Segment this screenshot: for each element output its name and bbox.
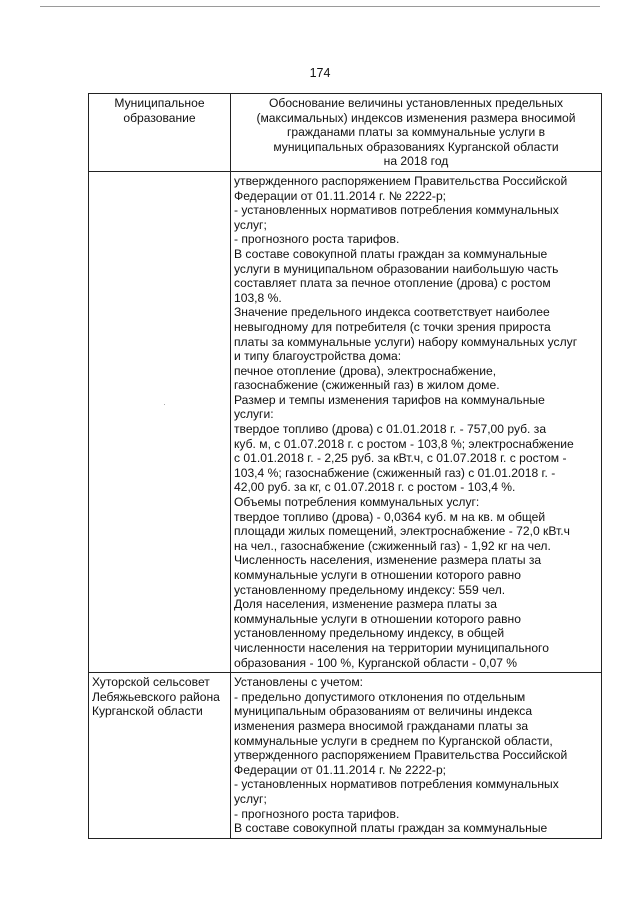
text-line: коммунальные услуги в отношении которого равно: [234, 611, 521, 626]
text-line: образования - 100 %, Курганской области - 0,07 %: [234, 655, 518, 670]
municipality-cell: [89, 673, 231, 839]
text-line: - предельно допустимого отклонения по отдельным: [234, 689, 526, 704]
table-row: [89, 673, 602, 839]
text-line: - установленных нормативов потребления коммунальных: [234, 203, 559, 218]
text-line: коммунальные услуги в отношении которого равно: [234, 568, 521, 582]
text-line: - прогнозного роста тарифов.: [234, 232, 400, 247]
text-line: твердое топливо (дрова) с 01.01.2018 г. - 757,00 руб. за: [234, 422, 547, 437]
header-line: Обоснование величины установленных предельных: [268, 96, 564, 110]
text-line: Численность населения, изменение размера платы за: [234, 553, 542, 568]
text-line: с 01.01.2018 г. - 2,25 руб. за кВт.ч, с 01.07.2018 г. с ростом -: [234, 451, 567, 466]
text-line: Лебяжьевского района: [92, 689, 220, 704]
header-line: (максимальных) индексов изменения размера вносимой: [256, 110, 576, 125]
header-justification: [231, 94, 602, 172]
text-line: Курганской области: [92, 704, 203, 719]
text-line: 42,00 руб. за кг, с 01.07.2018 г. с ростом - 103,4 %.: [234, 480, 516, 495]
text-line: численности населения на территории муниципального: [234, 640, 549, 655]
justification-cell: [231, 673, 602, 839]
text-line: услуг;: [234, 217, 267, 232]
text-line: печное отопление (дрова), электроснабжение,: [234, 363, 497, 378]
header-line: гражданами платы за коммунальные услуги в: [286, 125, 546, 140]
text-line: изменения размера вносимой гражданами платы за: [234, 718, 529, 733]
text-line: услуги в муниципальном образовании наибольшую часть: [234, 261, 559, 276]
text-line: В составе совокупной платы граждан за коммунальные: [234, 246, 548, 261]
text-line: твердое топливо (дрова) - 0,0364 куб. м на кв. м общей: [234, 509, 546, 524]
text-line: установленному предельному индексу, в общей: [234, 626, 505, 641]
text-line: утвержденного распоряжением Правительства Российской: [234, 748, 568, 763]
justification-cell: [231, 171, 602, 672]
scan-edge-mark: [40, 6, 600, 7]
table-row: [89, 171, 602, 672]
text-line: на чел., газоснабжение (сжиженный газ) - 1,92 кг на чел.: [234, 538, 551, 553]
header-line: муниципальных образованиях Курганской области: [273, 139, 559, 154]
text-line: 103,8 %.: [234, 290, 282, 305]
text-line: составляет плата за печное отопление (дрова) с ростом: [234, 276, 551, 291]
text-line: Значение предельного индекса соответствует наиболее: [234, 305, 550, 320]
text-line: 103,4 %; газоснабжение (сжиженный газ) с 01.01.2018 г. -: [234, 465, 556, 480]
text-line: утвержденного распоряжением Правительства Российской: [234, 173, 568, 188]
text-line: - прогнозного роста тарифов.: [234, 806, 400, 821]
text-line: В составе совокупной платы граждан за коммунальные: [234, 821, 548, 836]
text-line: коммунальные услуги в среднем по Курганской области,: [234, 733, 553, 748]
header-line: на 2018 год: [383, 154, 449, 169]
page-number: 174: [309, 66, 331, 80]
text-line: муниципальным образованиям от величины индекса: [234, 704, 533, 719]
header-municipality: [89, 94, 231, 172]
text-line: Доля населения, изменение размера платы за: [234, 597, 497, 612]
table-header-row: [89, 94, 602, 172]
text-line: невыгодному для потребителя (с точки зрения прироста: [234, 319, 551, 334]
text-line: Установлены с учетом:: [234, 675, 363, 690]
text-line: услуг;: [234, 791, 267, 806]
municipality-cell: [89, 171, 231, 672]
header-line: образование: [123, 110, 196, 125]
text-line: Федерации от 01.11.2014 г. № 2222-р;: [234, 188, 447, 203]
text-line: газоснабжение (сжиженный газ) в жилом доме.: [234, 378, 500, 393]
text-line: куб. м, с 01.07.2018 г. с ростом - 103,8 %; электроснабжение: [234, 436, 574, 451]
header-line: Муниципальное: [114, 96, 205, 110]
text-line: площади жилых помещений, электроснабжение - 72,0 кВт.ч: [234, 524, 570, 539]
text-line: Размер и темпы изменения тарифов на коммунальные: [234, 392, 545, 407]
text-line: Хуторской сельсовет: [92, 675, 210, 690]
tariff-table: [88, 93, 602, 839]
text-line: установленному предельному индексу: 559 чел.: [234, 582, 506, 597]
text-line: платы за коммунальные услуги) набору коммунальных услуг: [234, 334, 578, 349]
text-line: Объемы потребления коммунальных услуг:: [234, 495, 480, 510]
text-line: Федерации от 01.11.2014 г. № 2222-р;: [234, 762, 447, 777]
text-line: услуги:: [234, 407, 274, 422]
text-line: - установленных нормативов потребления коммунальных: [234, 777, 559, 792]
text-line: и типу благоустройства дома:: [234, 349, 402, 364]
